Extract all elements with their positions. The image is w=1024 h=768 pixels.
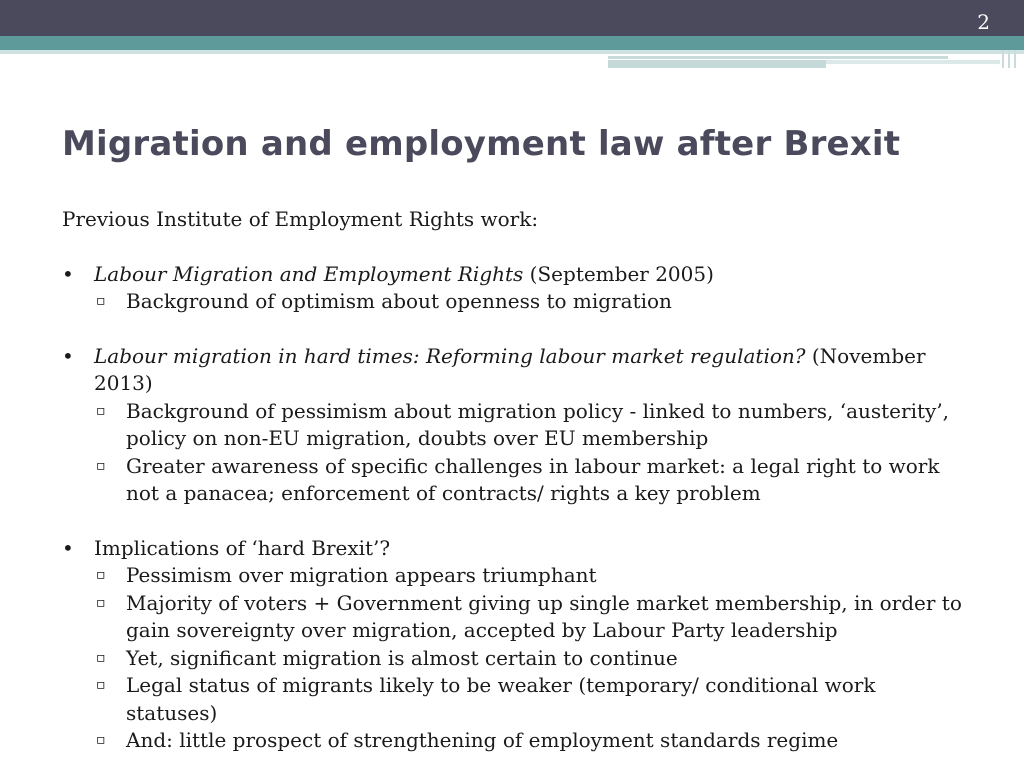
decor-band-thin [608, 56, 948, 59]
sub-bullet-item: ▫ And: little prospect of strengthening of employment standards regime [62, 727, 972, 755]
slide-title: Migration and employment law after Brexit [62, 124, 901, 164]
bullet-item: • Labour migration in hard times: Reforming labour market regulation? (November 2013) [62, 343, 972, 398]
decor-line [1008, 50, 1010, 68]
decor-line [1002, 50, 1004, 68]
sub-bullet-item: ▫ Greater awareness of specific challenges in labour market: a legal right to work not a panacea; enforcement of contracts/ rights a key problem [62, 453, 972, 508]
sub-bullet-item: ▫ Pessimism over migration appears triumphant [62, 562, 972, 590]
slide-number: 2 [977, 10, 990, 34]
sub-bullet-item: ▫ Majority of voters + Government giving up single market membership, in order to gain sovereignty over migration, accepted by Labour Party leadership [62, 590, 972, 645]
intro-text: Previous Institute of Employment Rights work: [62, 207, 539, 231]
sub-bullet-item: ▫ Background of pessimism about migration policy - linked to numbers, ‘austerity’, policy on non-EU migration, doubts over EU membership [62, 398, 972, 453]
header-accent-band [0, 36, 1024, 50]
sub-bullet-item: ▫ Background of optimism about openness to migration [62, 288, 972, 316]
decor-band-mid [608, 60, 826, 68]
bullet-item: • Labour Migration and Employment Rights (September 2005) [62, 261, 972, 289]
sub-bullet-item: ▫ Yet, significant migration is almost certain to continue [62, 645, 972, 673]
sub-bullet-item: ▫ Legal status of migrants likely to be weaker (temporary/ conditional work statuses) [62, 672, 972, 727]
header-accent-light [0, 50, 1024, 54]
slide-body [62, 206, 972, 755]
bullet-item: • Implications of ‘hard Brexit’? [62, 535, 972, 563]
header-bar [0, 0, 1024, 36]
decor-line [1014, 50, 1016, 68]
